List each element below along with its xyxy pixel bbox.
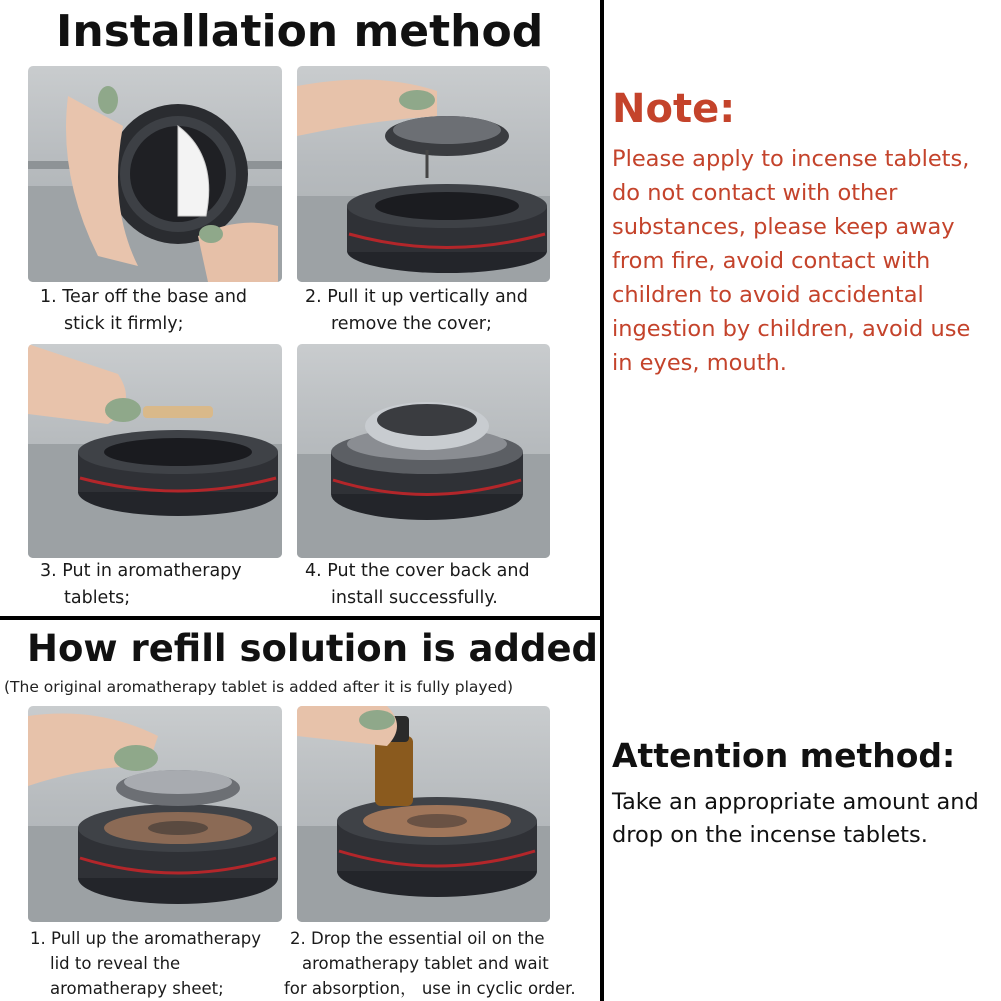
note-line-3: substances, please keep away (612, 214, 955, 240)
step-2-caption (305, 284, 528, 338)
vertical-divider (600, 0, 604, 1001)
step-1-photo (28, 66, 282, 282)
refill-subtitle: (The original aromatherapy tablet is added after it is fully played) (4, 678, 514, 696)
note-line-1: Please apply to incense tablets, (612, 146, 970, 172)
step-3-photo (28, 344, 282, 558)
step-4-photo (297, 344, 550, 558)
attention-line-1: Take an appropriate amount and (612, 789, 979, 815)
installation-title: Installation method (56, 6, 544, 57)
step-1-line-1: 1. Tear off the base and (40, 287, 248, 307)
refill-step-2-caption (284, 926, 576, 1001)
refill-step-2-illustration (297, 706, 550, 922)
step-2-line-2: remove the cover; (331, 314, 492, 334)
step-3-line-1: 3. Put in aromatherapy (40, 561, 242, 581)
refill-step-1-line-3: aromatherapy sheet; (50, 979, 224, 998)
attention-body (612, 786, 979, 852)
refill-step-2-photo (297, 706, 550, 922)
step-1-illustration (28, 66, 282, 282)
step-4-caption (305, 558, 530, 612)
refill-step-1-line-1: 1. Pull up the aromatherapy (30, 929, 262, 948)
step-4-line-2: install successfully. (331, 588, 498, 608)
refill-step-2-line-1: 2. Drop the essential oil on the (290, 929, 545, 948)
step-1-caption (40, 284, 247, 338)
refill-step-2-line-2: aromatherapy tablet and wait (302, 954, 549, 973)
refill-step-1-photo (28, 706, 282, 922)
note-line-7: in eyes, mouth. (612, 350, 787, 376)
step-4-line-1: 4. Put the cover back and (305, 561, 530, 581)
note-line-5: children to avoid accidental (612, 282, 924, 308)
refill-step-1-caption (30, 926, 261, 1001)
refill-step-1-illustration (28, 706, 282, 922)
attention-title: Attention method: (612, 736, 956, 775)
step-1-line-2: stick it firmly; (64, 314, 184, 334)
refill-title: How refill solution is added (27, 627, 599, 670)
horizontal-divider (0, 616, 600, 620)
step-2-line-1: 2. Pull it up vertically and (305, 287, 528, 307)
refill-step-2-line-3: for absorption， use in cyclic order. (284, 979, 576, 998)
note-title: Note: (612, 86, 736, 132)
attention-line-2: drop on the incense tablets. (612, 822, 928, 848)
step-4-illustration (297, 344, 550, 558)
note-line-4: from fire, avoid contact with (612, 248, 931, 274)
step-2-photo (297, 66, 550, 282)
note-body (612, 142, 997, 380)
refill-step-1-line-2: lid to reveal the (50, 954, 181, 973)
note-line-6: ingestion by children, avoid use (612, 316, 971, 342)
step-2-illustration (297, 66, 550, 282)
step-3-line-2: tablets; (64, 588, 131, 608)
step-3-illustration (28, 344, 282, 558)
step-3-caption (40, 558, 242, 612)
note-line-2: do not contact with other (612, 180, 898, 206)
